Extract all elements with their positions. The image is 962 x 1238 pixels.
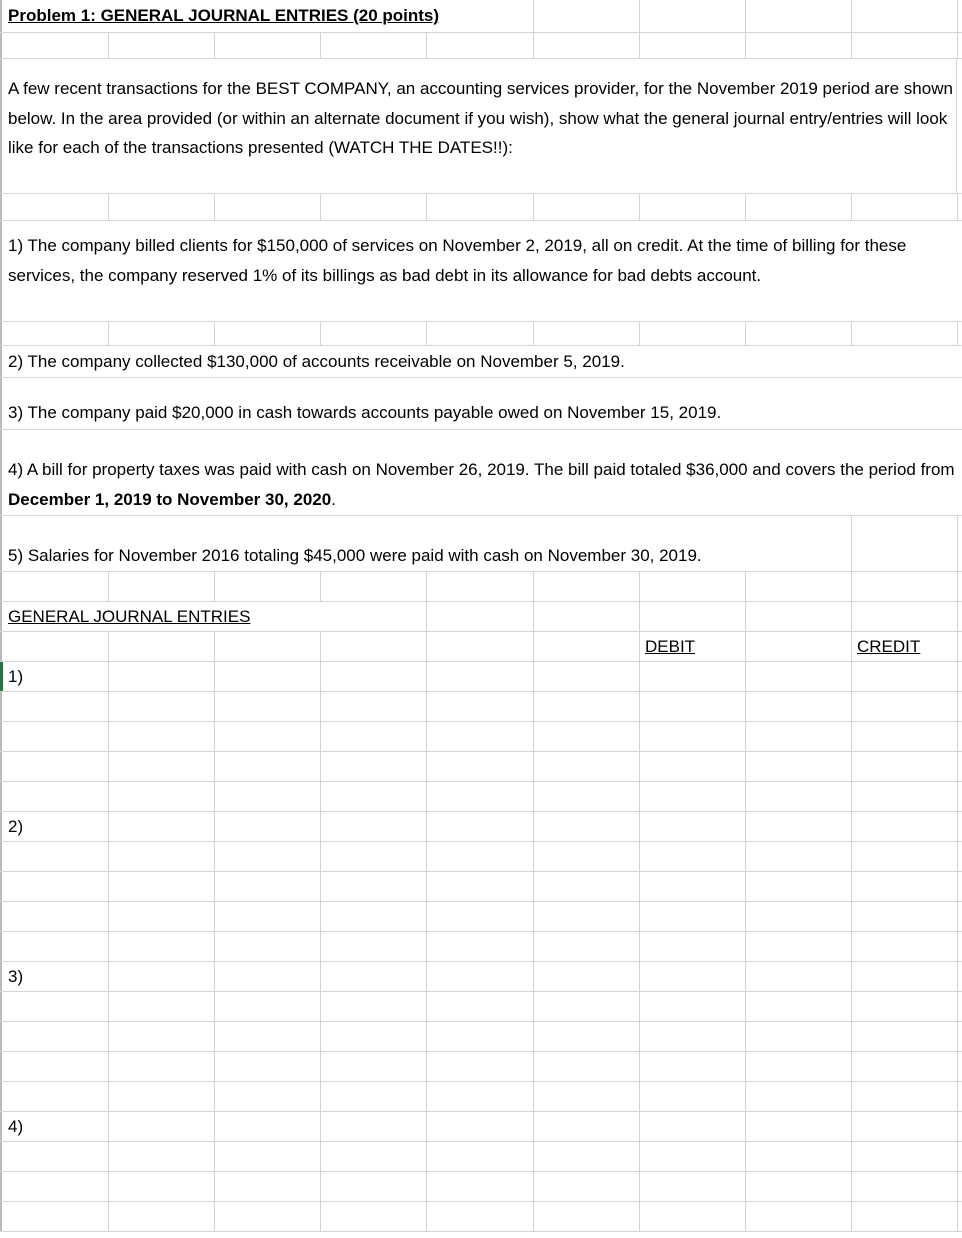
journal-row (0, 842, 962, 872)
transaction-4-text[interactable] (8, 455, 956, 514)
transaction-2-row (0, 346, 962, 378)
transaction-4-text-part: 4) A bill for property taxes was paid with cash on November 26, 2019. The bill paid totaled $36,000 and covers the period from (8, 460, 955, 479)
journal-row (0, 962, 962, 992)
transaction-4-period: December 1, 2019 to November 30, 2020 (8, 489, 332, 509)
entry-label-1[interactable]: 1) (8, 667, 24, 686)
credit-header[interactable]: CREDIT (857, 637, 921, 656)
problem-title[interactable]: Problem 1: GENERAL JOURNAL ENTRIES (20 points) (8, 6, 440, 25)
journal-row (0, 992, 962, 1022)
transaction-4-text-end: . (331, 489, 336, 509)
transaction-5-text[interactable]: 5) Salaries for November 2016 totaling $45,000 were paid with cash on November 30, 2019. (8, 546, 702, 565)
intro-text[interactable]: A few recent transactions for the BEST COMPANY, an accounting services provider, for the November 2019 period are shown below. In the area provided (or within an alternate document if you wish), show what the general journal entry/entries will look like for each of the transactions presented (WATCH THE DATES!!): (8, 79, 953, 157)
title-row (0, 0, 962, 33)
journal-heading[interactable]: GENERAL JOURNAL ENTRIES (8, 607, 251, 626)
entry-label-2[interactable]: 2) (8, 817, 24, 836)
empty-row (0, 572, 962, 602)
journal-row (0, 812, 962, 842)
journal-row (0, 902, 962, 932)
transaction-5-row (0, 516, 962, 572)
journal-row (0, 1112, 962, 1142)
transaction-4-row (0, 430, 962, 516)
journal-row (0, 872, 962, 902)
intro-row (0, 59, 962, 194)
transaction-1-row (0, 221, 962, 322)
journal-row (0, 1082, 962, 1112)
debit-header[interactable]: DEBIT (645, 637, 696, 656)
transaction-1-text[interactable]: 1) The company billed clients for $150,000 of services on November 2, 2019, all on credit. At the time of billing for these services, the company reserved 1% of its billings as bad debt in its allowance for bad debts account. (8, 236, 907, 285)
entry-label-4[interactable]: 4) (8, 1117, 24, 1136)
transaction-3-text[interactable]: 3) The company paid $20,000 in cash towards accounts payable owed on November 15, 2019. (8, 403, 722, 422)
journal-row (0, 1172, 962, 1202)
journal-row (0, 932, 962, 962)
journal-row (0, 1202, 962, 1232)
journal-row (0, 722, 962, 752)
journal-row (0, 1022, 962, 1052)
journal-row (0, 662, 962, 692)
journal-row (0, 1052, 962, 1082)
transaction-2-text[interactable]: 2) The company collected $130,000 of accounts receivable on November 5, 2019. (8, 352, 625, 371)
empty-row (0, 33, 962, 59)
transaction-3-row (0, 378, 962, 430)
column-header-row (0, 632, 962, 662)
journal-row (0, 692, 962, 722)
journal-row (0, 1142, 962, 1172)
journal-heading-row (0, 602, 962, 632)
empty-row (0, 194, 962, 221)
journal-row (0, 752, 962, 782)
journal-row (0, 782, 962, 812)
entry-label-3[interactable]: 3) (8, 967, 24, 986)
empty-row (0, 322, 962, 346)
